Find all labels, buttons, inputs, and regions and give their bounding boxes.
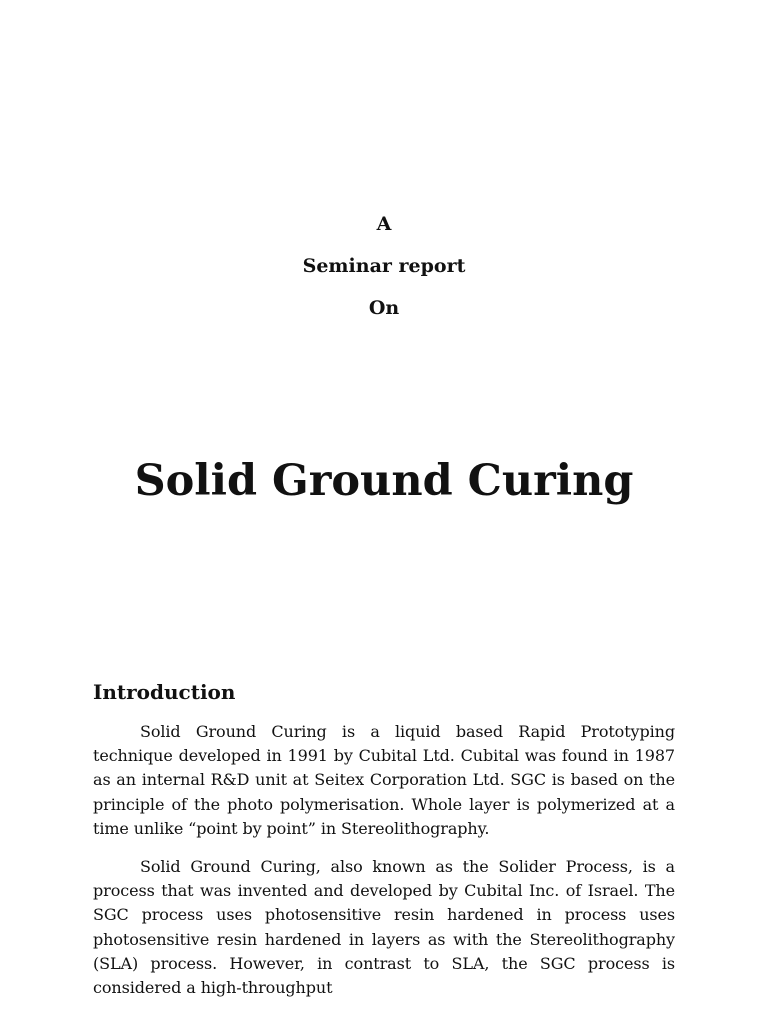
cover-line-a: A	[376, 213, 392, 235]
section-heading-introduction: Introduction	[93, 680, 236, 704]
report-title: Solid Ground Curing	[134, 456, 634, 506]
cover-line-on: On	[368, 297, 400, 319]
introduction-paragraph-2: Solid Ground Curing, also known as the Solider Process, is a process that was invented and developed by Cubital Inc. of Israel. The SGC process uses photosensitive resin hardened in process uses photosensitive resin hardened in layers as with the Stereolithography (SLA) process. However, in contrast to SLA, the SGC process is considered a high-throughput	[93, 857, 675, 998]
cover-line-seminar-report: Seminar report	[302, 255, 466, 277]
introduction-paragraph-1: Solid Ground Curing is a liquid based Rapid Prototyping technique developed in 1991 by Cubital Ltd. Cubital was found in 1987 as an internal R&D unit at Seitex Corporation Ltd. SGC is based on the principle of the photo polymerisation. Whole layer is polymerized at a time unlike “point by point” in Stereolithography.	[93, 722, 675, 838]
